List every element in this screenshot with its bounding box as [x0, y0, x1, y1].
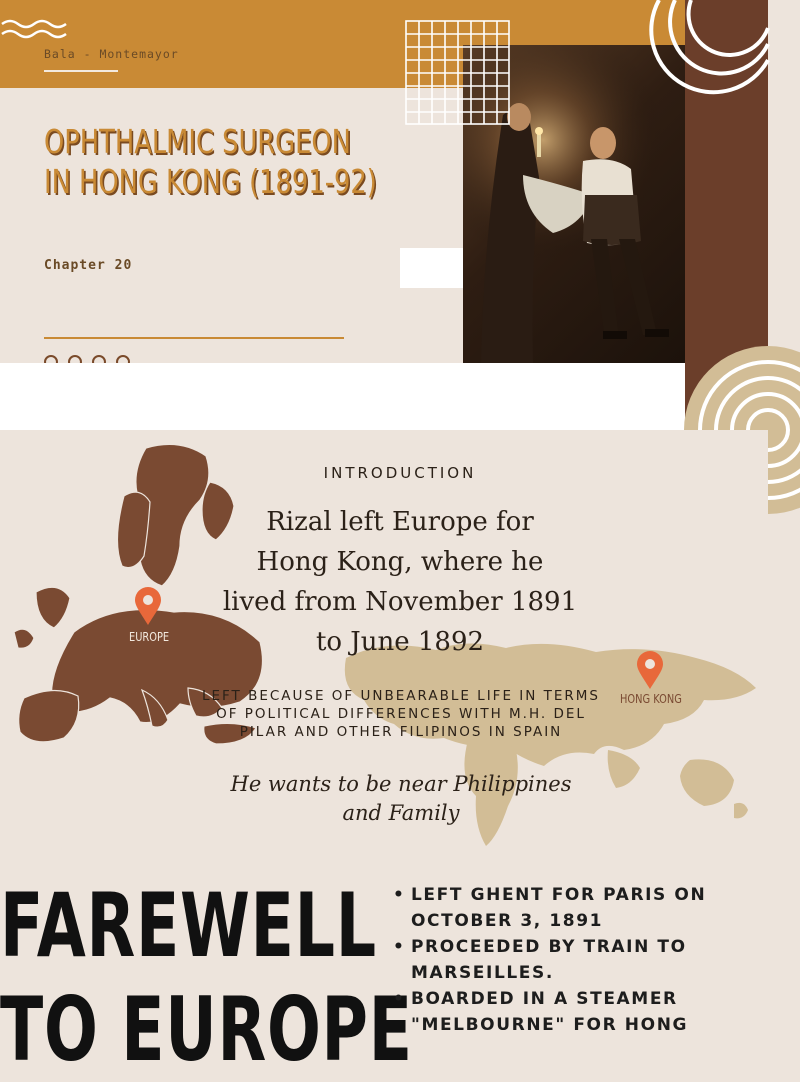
hongkong-location-pin-icon	[636, 652, 664, 690]
reason-text: LEFT BECAUSE OF UNBEARABLE LIFE IN TERMS OF POLITICAL DIFFERENCES WITH M.H. DEL PILAR AND OTHER FILIPINOS IN SPAIN	[201, 688, 601, 740]
hongkong-map-label: HONG KONG	[620, 692, 682, 706]
introduction-slide	[0, 430, 768, 860]
grid-pattern-icon	[405, 20, 511, 126]
intro-line-4: to June 1892	[315, 627, 485, 657]
intro-line-2: Hong Kong, where he	[256, 547, 544, 577]
bottom-white-strip	[0, 363, 685, 430]
europe-location-pin-icon	[134, 588, 162, 626]
bullet-item: • LEFT GHENT FOR PARIS ON OCTOBER 3, 1891	[393, 882, 753, 934]
heading-line-1: FAREWELL	[0, 874, 377, 977]
author-text: Bala - Montemayor	[44, 47, 179, 61]
semicircle-rings-icon	[685, 338, 768, 430]
family-statement	[200, 770, 602, 828]
intro-line-1: Rizal left Europe for	[266, 507, 534, 537]
wave-lines-icon	[0, 18, 70, 40]
title-divider	[44, 337, 344, 339]
white-block	[400, 248, 472, 288]
author-underline	[44, 70, 118, 72]
europe-map-label: EUROPE	[129, 630, 170, 644]
title-line-1: OPHTHALMIC SURGEON	[44, 122, 351, 161]
farewell-bullet-list	[393, 882, 753, 1038]
farewell-slide	[0, 860, 768, 1081]
title-line-2: IN HONG KONG (1891-92)	[44, 162, 377, 201]
slide-title	[44, 122, 377, 202]
bullet-item: • PROCEEDED BY TRAIN TO MARSEILLES.	[393, 934, 753, 986]
family-line-2: and Family	[342, 801, 460, 825]
farewell-heading	[0, 874, 413, 1082]
family-line-1: He wants to be near Philippines	[230, 772, 572, 796]
chapter-label: Chapter 20	[44, 258, 133, 273]
section-label: INTRODUCTION	[323, 464, 477, 482]
intro-statement	[198, 502, 602, 662]
arc-rings-icon	[655, 0, 768, 70]
heading-line-2: TO EUROPE	[0, 978, 413, 1081]
bullet-item: • BOARDED IN A STEAMER "MELBOURNE" FOR HONG	[393, 986, 753, 1038]
title-slide	[0, 0, 768, 430]
intro-line-3: lived from November 1891	[222, 587, 578, 617]
